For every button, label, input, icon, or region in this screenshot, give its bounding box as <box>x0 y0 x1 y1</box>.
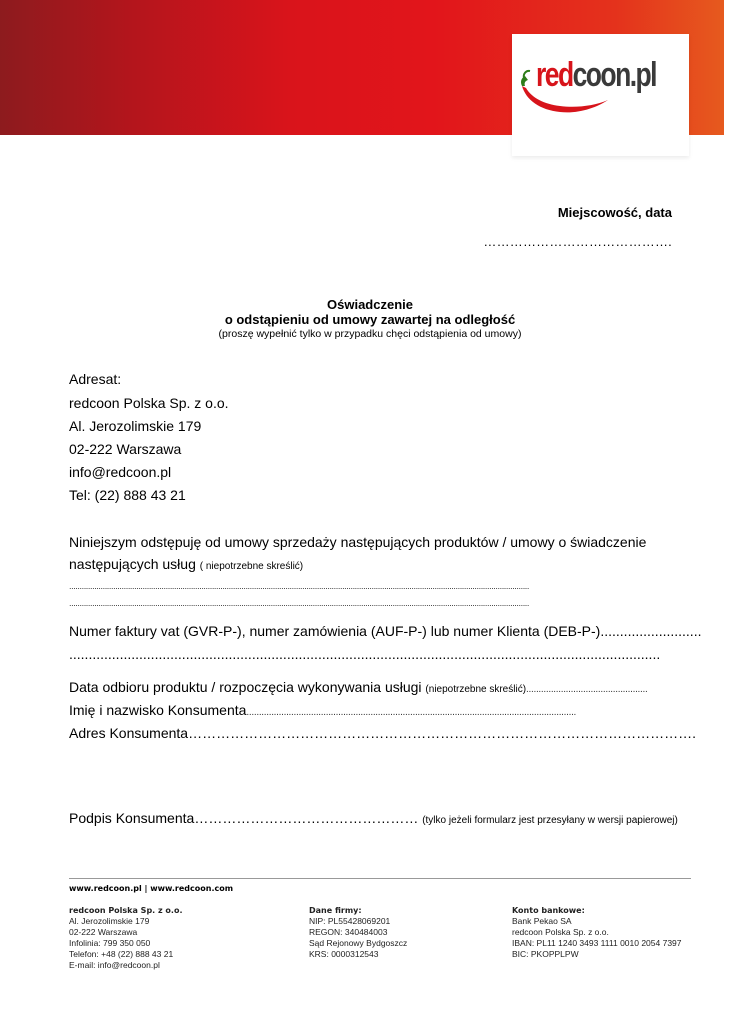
footer-company-column <box>69 905 183 971</box>
receipt-note: (niepotrzebne skreślić) <box>425 684 527 695</box>
footer-company-street: Al. Jerozolimskie 179 <box>69 916 150 926</box>
addressee-phone: Tel: (22) 888 43 21 <box>69 487 186 503</box>
invoice-field[interactable] <box>69 623 702 639</box>
footer-data-heading: Dane firmy: <box>309 906 362 915</box>
signature-field[interactable] <box>69 810 678 826</box>
document-note: (proszę wypełnić tylko w przypadku chęci odstąpienia od umowy) <box>218 328 522 340</box>
address-field[interactable] <box>69 725 696 741</box>
addressee-city: 02-222 Warszawa <box>69 441 182 457</box>
address-dots[interactable]: ………………………………………………………………………………………………. <box>188 725 696 741</box>
footer-company-hotline: Infolinia: 799 350 050 <box>69 938 151 948</box>
invoice-dots-line[interactable]: ........................................................................................................................................................ <box>69 646 661 662</box>
footer-websites[interactable]: www.redcoon.pl | www.redcoon.com <box>69 884 234 893</box>
signature-label: Podpis Konsumenta <box>69 810 195 826</box>
statement-line2 <box>69 556 303 572</box>
footer-bank-holder: redcoon Polska Sp. z o.o. <box>512 927 609 937</box>
footer-nip: NIP: PL55428069201 <box>309 916 391 926</box>
footer-company-email: E-mail: info@redcoon.pl <box>69 960 160 970</box>
addressee-label: Adresat: <box>69 371 122 387</box>
chili-pepper-icon <box>512 34 689 156</box>
footer-company-city: 02-222 Warszawa <box>69 927 138 937</box>
statement-line1: Niniejszym odstępuję od umowy sprzedaży następujących produktów / umowy o świadczenie <box>69 534 647 550</box>
footer-bank-heading: Konto bankowe: <box>512 906 585 915</box>
footer-divider <box>69 878 691 879</box>
footer-krs: KRS: 0000312543 <box>309 949 379 959</box>
document-subtitle: o odstąpieniu od umowy zawartej na odległość <box>224 312 516 327</box>
addressee-email: info@redcoon.pl <box>69 464 172 480</box>
products-dots-line-1[interactable]: ........................................................................................................................................................................................................................... <box>69 581 530 591</box>
footer-data-column <box>309 905 407 960</box>
receipt-label: Data odbioru produktu / rozpoczęcia wykonywania usługi <box>69 679 422 695</box>
invoice-dots[interactable]: .......................... <box>600 623 702 639</box>
invoice-label: Numer faktury vat (GVR-P-), numer zamówienia (AUF-P-) lub numer Klienta (DEB-P-) <box>69 623 601 639</box>
footer-company-name: redcoon Polska Sp. z o.o. <box>69 906 183 915</box>
footer-bank-name: Bank Pekao SA <box>512 916 572 926</box>
signature-note: (tylko jeżeli formularz jest przesyłany w wersji papierowej) <box>422 815 678 826</box>
signature-dots[interactable]: ………………………………………… <box>194 810 419 826</box>
statement-line2-note: ( niepotrzebne skreślić) <box>199 561 304 572</box>
name-field[interactable] <box>69 702 669 718</box>
logo-text-dark: coon.pl <box>572 56 656 94</box>
logo <box>512 34 689 156</box>
logo-text-red: red <box>536 56 573 94</box>
receipt-field[interactable] <box>69 679 669 695</box>
receipt-dots[interactable]: ................................................. <box>526 684 648 695</box>
footer-bank-column <box>512 905 682 960</box>
footer-iban: IBAN: PL11 1240 3493 1111 0010 2054 7397 <box>512 938 682 948</box>
footer-company-phone: Telefon: +48 (22) 888 43 21 <box>69 949 174 959</box>
place-date-label: Miejscowość, data <box>557 205 672 220</box>
name-label: Imię i nazwisko Konsumenta <box>69 702 247 718</box>
footer-regon: REGON: 340484003 <box>309 927 388 937</box>
addressee-street: Al. Jerozolimskie 179 <box>69 418 202 434</box>
name-dots[interactable]: ..................................................................................................................................... <box>246 707 577 718</box>
document-title: Oświadczenie <box>327 297 413 312</box>
statement-line2-text: następujących usług <box>69 556 196 572</box>
products-dots-line-2[interactable]: ........................................................................................................................................................................................................................... <box>69 598 530 608</box>
footer-bic: BIC: PKOPPLPW <box>512 949 579 959</box>
addressee-company: redcoon Polska Sp. z o.o. <box>69 395 229 411</box>
place-date-dots: ……………………………………. <box>483 234 672 249</box>
address-label: Adres Konsumenta <box>69 725 189 741</box>
footer-court: Sąd Rejonowy Bydgoszcz <box>309 938 408 948</box>
